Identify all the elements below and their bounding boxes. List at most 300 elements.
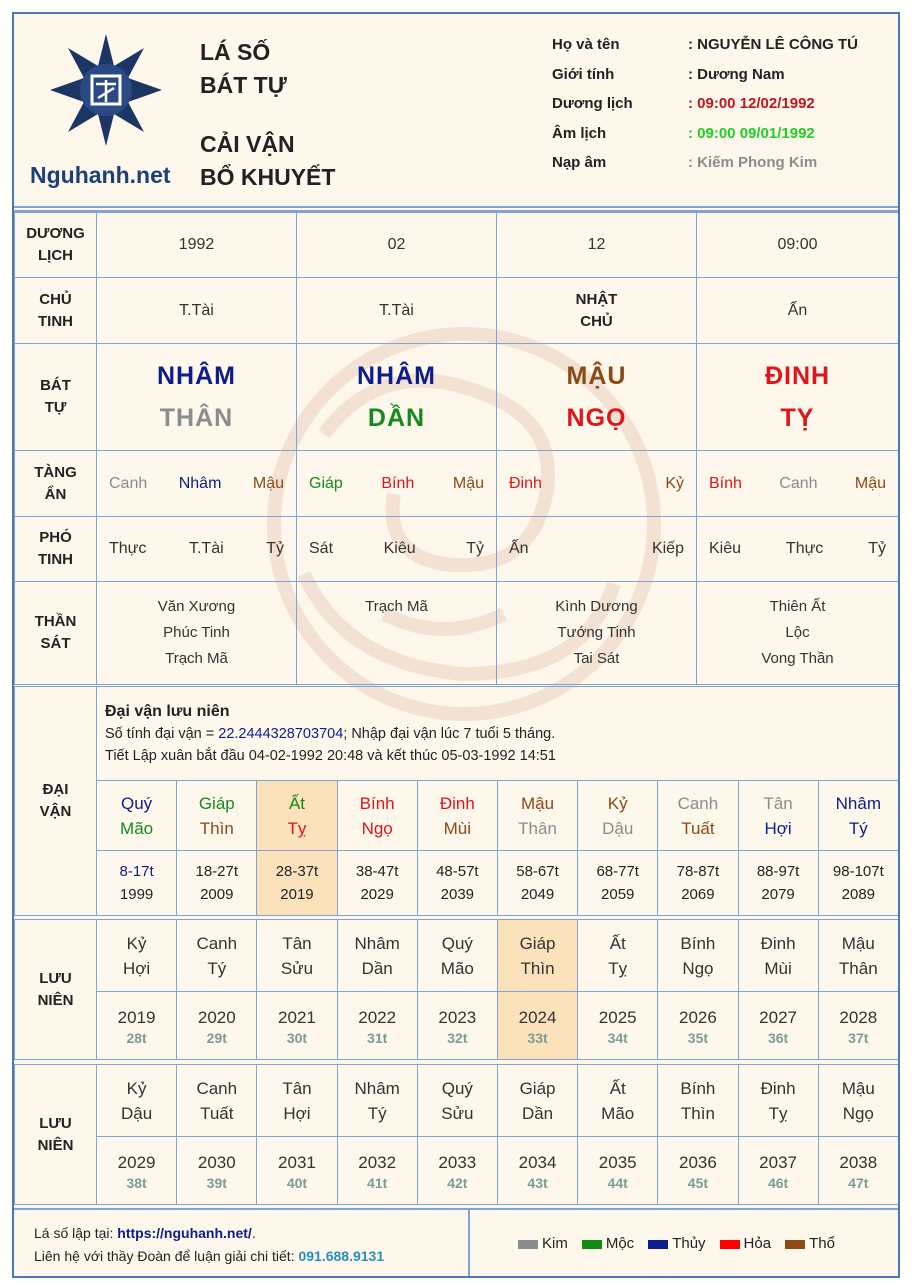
sub-star: Tỷ	[868, 540, 886, 557]
luu-nien-year	[337, 1137, 417, 1205]
earthly-branch: Mão	[601, 1103, 635, 1123]
hidden-stem: Giáp	[309, 474, 343, 492]
start-year: 2029	[360, 886, 394, 903]
heavenly-stem: Giáp	[198, 793, 235, 813]
year: 2036	[678, 1152, 717, 1172]
earthly-branch: THÂN	[159, 404, 234, 432]
heavenly-stem: Bính	[680, 933, 716, 953]
year: 2034	[518, 1152, 557, 1172]
age-range: 58-67t	[516, 863, 559, 880]
info-value: : NGUYỄN LÊ CÔNG TÚ	[688, 36, 859, 53]
dai-van-line2: Tiết Lập xuân bắt đầu 04-02-1992 20:48 và kết thúc 05-03-1992 14:51	[105, 747, 556, 764]
age-range: 18-27t	[195, 863, 239, 880]
hidden-stem: Mậu	[252, 474, 284, 492]
start-year: 2019	[280, 886, 314, 903]
heavenly-stem: ĐINH	[764, 362, 831, 390]
year: 2021	[278, 1007, 316, 1027]
heavenly-stem: Mậu	[841, 933, 875, 953]
hidden-stem: Nhâm	[178, 474, 222, 492]
heavenly-stem: Canh	[677, 793, 719, 813]
info-row	[552, 125, 858, 155]
dai-van-age	[578, 851, 658, 916]
luu-nien-pillar	[578, 1065, 658, 1137]
row-chu-tinh	[15, 278, 899, 344]
age-range: 68-77t	[596, 863, 639, 880]
tang-an-group	[297, 475, 496, 493]
earthly-branch: Ngọ	[361, 818, 393, 838]
dai-van-pillar	[257, 781, 337, 851]
luu-nien-year	[177, 992, 257, 1060]
pillar-cell	[297, 344, 497, 451]
earthly-branch: Ngọ	[682, 958, 714, 978]
dai-van-pillar	[738, 781, 818, 851]
chu-tinh-cell: T.Tài	[297, 278, 497, 344]
pho-tinh-group	[697, 540, 898, 558]
age-range: 88-97t	[756, 863, 800, 880]
age: 47t	[848, 1174, 869, 1191]
luu-nien-year	[738, 992, 818, 1060]
dai-van-pillar	[417, 781, 497, 851]
legend-swatch	[648, 1240, 668, 1249]
pillar-cell	[497, 344, 697, 451]
heavenly-stem: MẬU	[566, 362, 627, 390]
luu-nien-pillar	[97, 1065, 177, 1137]
year: 2025	[598, 1007, 637, 1027]
heavenly-stem: Tân	[763, 793, 793, 813]
dai-van-pillar	[97, 781, 177, 851]
age: 42t	[447, 1174, 468, 1191]
brand-name[interactable]: Nguhanh.net	[30, 162, 171, 188]
subtitle-line: BỔ KHUYẾT	[200, 164, 336, 190]
luu-nien-year	[578, 992, 658, 1060]
year: 2026	[678, 1007, 717, 1027]
luu-nien-pillar	[337, 1065, 417, 1137]
than-sat-item: Lộc	[785, 624, 810, 641]
year: 2028	[839, 1007, 878, 1027]
heavenly-stem: Kỷ	[126, 933, 147, 953]
luu-nien-year	[818, 992, 898, 1060]
luu-nien-pillar	[177, 920, 257, 992]
heavenly-stem: Mậu	[520, 793, 555, 813]
hidden-stem: Canh	[779, 474, 818, 492]
earthly-branch: Tý	[207, 958, 227, 978]
heavenly-stem: NHÂM	[357, 362, 436, 390]
info-label: Giới tính	[552, 65, 615, 83]
dai-van-age	[818, 851, 898, 916]
start-year: 2049	[520, 886, 555, 903]
legend-swatch	[518, 1240, 538, 1249]
heavenly-stem: Bính	[680, 1078, 716, 1098]
earthly-branch: Thân	[518, 818, 557, 838]
than-sat-item: Phúc Tinh	[163, 624, 230, 641]
earthly-branch: Mùi	[764, 958, 792, 978]
pho-tinh-cell	[497, 517, 697, 582]
tang-an-group	[97, 475, 296, 493]
header	[14, 14, 898, 208]
luu-nien-year	[97, 1137, 177, 1205]
pillar-cell	[697, 344, 899, 451]
luu-nien-year	[337, 992, 417, 1060]
pho-tinh-cell	[697, 517, 899, 582]
age: 44t	[607, 1174, 628, 1191]
earthly-branch: Sửu	[441, 1103, 474, 1123]
heavenly-stem: Quý	[441, 1078, 473, 1098]
legend-swatch	[582, 1240, 602, 1249]
luu-nien-year	[658, 1137, 738, 1205]
row-label: THẦN SÁT	[15, 582, 97, 685]
pho-tinh-group	[497, 540, 696, 558]
age: 36t	[767, 1029, 789, 1046]
luu-nien-year	[578, 1137, 658, 1205]
heavenly-stem: Nhâm	[354, 1078, 400, 1098]
hour-cell: 09:00	[697, 213, 899, 278]
earthly-branch: DẦN	[367, 404, 426, 432]
luu-nien-pillar	[257, 920, 337, 992]
dai-van-age	[97, 851, 177, 916]
info-label: Nạp âm	[552, 154, 607, 171]
legend-swatch	[720, 1240, 740, 1249]
pho-tinh-group	[297, 540, 496, 558]
nhat-chu-cell: NHẬT CHỦ	[497, 278, 697, 344]
sub-star: Tỷ	[466, 540, 484, 557]
sub-star: Kiêu	[709, 540, 742, 557]
luu-nien-pillar	[417, 1065, 497, 1137]
age: 35t	[687, 1029, 709, 1046]
dai-van-pillars	[15, 781, 899, 851]
hidden-stem: Mậu	[854, 474, 886, 492]
sub-star: Thực	[109, 540, 147, 557]
age: 41t	[367, 1174, 388, 1191]
sub-star: T.Tài	[188, 540, 224, 557]
row-than-sat	[15, 582, 899, 685]
info-row	[552, 36, 858, 66]
pho-tinh-cell	[97, 517, 297, 582]
star-logo-icon	[48, 32, 164, 148]
than-sat-item: Văn Xương	[157, 598, 236, 615]
than-sat-cell	[297, 582, 497, 685]
legend-item: Kim	[518, 1235, 568, 1252]
tang-an-cell	[297, 451, 497, 517]
luu-nien-year	[257, 992, 337, 1060]
hidden-stem: Canh	[109, 474, 148, 492]
tang-an-group	[497, 475, 696, 493]
earthly-branch: Sửu	[280, 958, 314, 978]
age: 33t	[527, 1029, 548, 1046]
legend-item: Thủy	[648, 1235, 705, 1252]
age-range: 8-17t	[119, 863, 154, 880]
earthly-branch: Hợi	[764, 818, 792, 838]
than-sat-item: Vong Thần	[761, 650, 834, 667]
age: 29t	[206, 1029, 227, 1046]
month-cell: 02	[297, 213, 497, 278]
luu-nien-year	[417, 992, 497, 1060]
page-title	[200, 36, 287, 102]
personal-info	[552, 36, 858, 184]
dai-van-age	[658, 851, 738, 916]
age: 28t	[126, 1029, 147, 1046]
earthly-branch: Hợi	[122, 958, 151, 978]
row-label: LƯU NIÊN	[15, 920, 97, 1060]
heavenly-stem: Canh	[196, 1078, 238, 1098]
luu-nien-pillar	[97, 920, 177, 992]
start-year: 2089	[841, 886, 876, 903]
than-sat-item: Kình Dương	[555, 598, 638, 615]
than-sat-item: Thiên Ất	[769, 598, 826, 615]
age-range: 78-87t	[676, 863, 720, 880]
heavenly-stem: Mậu	[841, 1078, 875, 1098]
chu-tinh-cell: T.Tài	[97, 278, 297, 344]
age: 38t	[126, 1174, 147, 1191]
than-sat-cell	[97, 582, 297, 685]
element-legend	[518, 1235, 835, 1252]
earthly-branch: Tý	[367, 1103, 387, 1123]
legend-item: Hỏa	[720, 1235, 772, 1252]
than-sat-item: Tai Sát	[573, 650, 620, 667]
year: 2029	[117, 1152, 156, 1172]
age: 34t	[607, 1029, 628, 1046]
heavenly-stem: Đinh	[760, 933, 796, 953]
heavenly-stem: Đinh	[760, 1078, 796, 1098]
info-label: Dương lịch	[552, 95, 633, 112]
earthly-branch: Tý	[848, 818, 868, 838]
year-cell: 1992	[97, 213, 297, 278]
earthly-branch: Tuất	[200, 1103, 234, 1123]
earthly-branch: Tỵ	[608, 958, 628, 978]
title-line: LÁ SỐ	[200, 39, 271, 65]
sub-star: Kiêu	[383, 540, 416, 557]
luu-nien-table-2	[14, 1064, 899, 1205]
hidden-stem: Bính	[709, 474, 742, 492]
earthly-branch: TỴ	[780, 404, 815, 432]
start-year: 2059	[601, 886, 635, 903]
hidden-stem: Đinh	[509, 474, 542, 492]
age: 43t	[527, 1174, 548, 1191]
year: 2020	[197, 1007, 236, 1027]
year: 2035	[598, 1152, 637, 1172]
hidden-stem: Kỷ	[665, 474, 684, 492]
title-line: BÁT TỰ	[200, 72, 287, 98]
tang-an-group	[697, 475, 898, 493]
heavenly-stem: Bính	[359, 793, 395, 813]
horoscope-sheet	[12, 12, 900, 1278]
dai-van-pillar	[578, 781, 658, 851]
year: 2033	[438, 1152, 477, 1172]
than-sat-item: Trạch Mã	[365, 598, 428, 615]
dai-van-age	[177, 851, 257, 916]
heavenly-stem: Tân	[282, 933, 312, 953]
chu-tinh-cell: Ấn	[697, 278, 899, 344]
bat-tu-table	[14, 212, 899, 685]
tang-an-cell	[697, 451, 899, 517]
dai-van-line1: Số tính đại vận = 22.2444328703704; Nhập đại vận lúc 7 tuổi 5 tháng.	[105, 725, 556, 742]
age: 46t	[767, 1174, 789, 1191]
earthly-branch: NGỌ	[566, 404, 627, 432]
age: 37t	[848, 1029, 869, 1046]
start-year: 1999	[119, 886, 154, 903]
luu-nien-pillar	[578, 920, 658, 992]
luu-nien-pillar	[658, 920, 738, 992]
footer	[14, 1208, 898, 1278]
heavenly-stem: NHÂM	[157, 362, 236, 390]
luu-nien-pillar	[497, 1065, 577, 1137]
heavenly-stem: Giáp	[519, 1078, 556, 1098]
earthly-branch: Mão	[120, 818, 154, 838]
dai-van-age	[337, 851, 417, 916]
row-duong-lich	[15, 213, 899, 278]
heavenly-stem: Đinh	[439, 793, 475, 813]
than-sat-item: Tướng Tinh	[557, 624, 636, 641]
earthly-branch: Tuất	[681, 818, 715, 838]
year: 2031	[278, 1152, 316, 1172]
earthly-branch: Mão	[440, 958, 474, 978]
luu-nien-year	[497, 1137, 577, 1205]
earthly-branch: Tỵ	[287, 818, 307, 838]
page-subtitle	[200, 128, 335, 194]
sub-star: Ấn	[509, 540, 529, 557]
age: 45t	[687, 1174, 709, 1191]
earthly-branch: Thìn	[680, 1103, 715, 1123]
info-row	[552, 95, 858, 125]
luu-nien-pillar	[257, 1065, 337, 1137]
year: 2038	[839, 1152, 878, 1172]
info-row	[552, 66, 858, 96]
luu-nien-year	[417, 1137, 497, 1205]
heavenly-stem: Tân	[282, 1078, 312, 1098]
year: 2037	[759, 1152, 797, 1172]
heavenly-stem: Ất	[609, 933, 626, 953]
heavenly-stem: Nhâm	[354, 933, 400, 953]
earthly-branch: Thìn	[520, 958, 555, 978]
dai-van-age	[257, 851, 337, 916]
row-label: BÁT TỰ	[15, 344, 97, 451]
legend-item: Thổ	[785, 1235, 835, 1252]
year: 2019	[117, 1007, 156, 1027]
luu-nien-pillar	[658, 1065, 738, 1137]
pho-tinh-group	[97, 540, 296, 558]
info-row	[552, 154, 858, 184]
heavenly-stem: Canh	[196, 933, 238, 953]
start-year: 2079	[761, 886, 795, 903]
info-value: : Dương Nam	[688, 65, 785, 83]
earthly-branch: Mùi	[443, 818, 472, 838]
heavenly-stem: Giáp	[519, 933, 556, 953]
dai-van-pillar	[658, 781, 738, 851]
start-year: 2039	[440, 886, 475, 903]
luu-nien-year	[818, 1137, 898, 1205]
dai-van-heading: Đại vận lưu niên	[105, 702, 230, 720]
subtitle-line: CẢI VẬN	[200, 131, 295, 157]
earthly-branch: Ngọ	[842, 1103, 874, 1123]
website-link[interactable]: https://nguhanh.net/	[117, 1225, 252, 1241]
year: 2024	[518, 1007, 557, 1027]
start-year: 2009	[200, 886, 234, 903]
legend-item: Mộc	[582, 1235, 634, 1252]
row-label: TÀNG ẨN	[15, 451, 97, 517]
earthly-branch: Dậu	[602, 818, 634, 838]
sub-star: Tỷ	[266, 540, 284, 557]
age: 30t	[286, 1029, 308, 1046]
luu-nien-pillar	[738, 920, 818, 992]
age: 40t	[286, 1174, 308, 1191]
year: 2030	[197, 1152, 236, 1172]
dai-van-pillar	[497, 781, 577, 851]
phone-number[interactable]: 091.688.9131	[298, 1248, 385, 1264]
luu-nien-year	[97, 992, 177, 1060]
earthly-branch: Thìn	[199, 818, 234, 838]
luu-nien-pillar	[177, 1065, 257, 1137]
luu-nien-year	[177, 1137, 257, 1205]
luu-nien-year	[497, 992, 577, 1060]
row-tang-an	[15, 451, 899, 517]
dai-van-pillar	[177, 781, 257, 851]
row-label: PHÓ TINH	[15, 517, 97, 582]
than-sat-item: Trạch Mã	[165, 650, 228, 667]
start-year: 2069	[681, 886, 715, 903]
tang-an-cell	[97, 451, 297, 517]
day-cell: 12	[497, 213, 697, 278]
heavenly-stem: Quý	[121, 793, 153, 813]
dai-van-info	[97, 687, 899, 781]
luu-nien-pillar	[497, 920, 577, 992]
age-range: 98-107t	[832, 863, 884, 880]
info-value: : Kiếm Phong Kim	[688, 154, 818, 171]
hidden-stem: Bính	[381, 474, 415, 492]
age-range: 48-57t	[436, 863, 479, 880]
earthly-branch: Tỵ	[768, 1103, 788, 1123]
heavenly-stem: Quý	[441, 933, 473, 953]
than-sat-cell	[497, 582, 697, 685]
dai-van-age	[497, 851, 577, 916]
dai-van-age	[417, 851, 497, 916]
pillar-cell	[97, 344, 297, 451]
footer-text: Lá số lập tại: https://nguhanh.net/. Liên hệ với thầy Đoàn để luận giải chi tiết: 091.688.9131	[34, 1225, 385, 1264]
info-label: Họ và tên	[552, 36, 620, 53]
info-value: : 09:00 09/01/1992	[688, 124, 815, 142]
earthly-branch: Dần	[361, 958, 393, 978]
year: 2027	[759, 1007, 797, 1027]
dai-van-pillar	[818, 781, 898, 851]
dai-van-table	[14, 686, 899, 916]
pho-tinh-cell	[297, 517, 497, 582]
heavenly-stem: Ất	[609, 1078, 626, 1098]
earthly-branch: Thân	[838, 958, 878, 978]
row-pho-tinh	[15, 517, 899, 582]
luu-nien-table-1	[14, 919, 899, 1060]
info-label: Âm lịch	[552, 124, 607, 142]
info-value: : 09:00 12/02/1992	[688, 95, 815, 112]
sub-star: Kiếp	[651, 540, 684, 557]
age: 39t	[206, 1174, 227, 1191]
sub-star: Thực	[785, 540, 824, 557]
age: 32t	[447, 1029, 468, 1046]
luu-nien-pillar	[818, 920, 898, 992]
earthly-branch: Dậu	[121, 1103, 153, 1123]
row-label: ĐẠI VẬN	[15, 687, 97, 916]
heavenly-stem: Kỷ	[126, 1078, 147, 1098]
luu-nien-year	[738, 1137, 818, 1205]
luu-nien-year	[658, 992, 738, 1060]
luu-nien-pillar	[738, 1065, 818, 1137]
year: 2022	[358, 1007, 397, 1027]
dai-van-age	[738, 851, 818, 916]
than-sat-cell	[697, 582, 899, 685]
row-label: DƯƠNG LỊCH	[15, 213, 97, 278]
luu-nien-pillar	[337, 920, 417, 992]
row-label: CHỦ TINH	[15, 278, 97, 344]
dai-van-pillar	[337, 781, 417, 851]
year: 2032	[358, 1152, 397, 1172]
dai-van-ages	[15, 851, 899, 916]
